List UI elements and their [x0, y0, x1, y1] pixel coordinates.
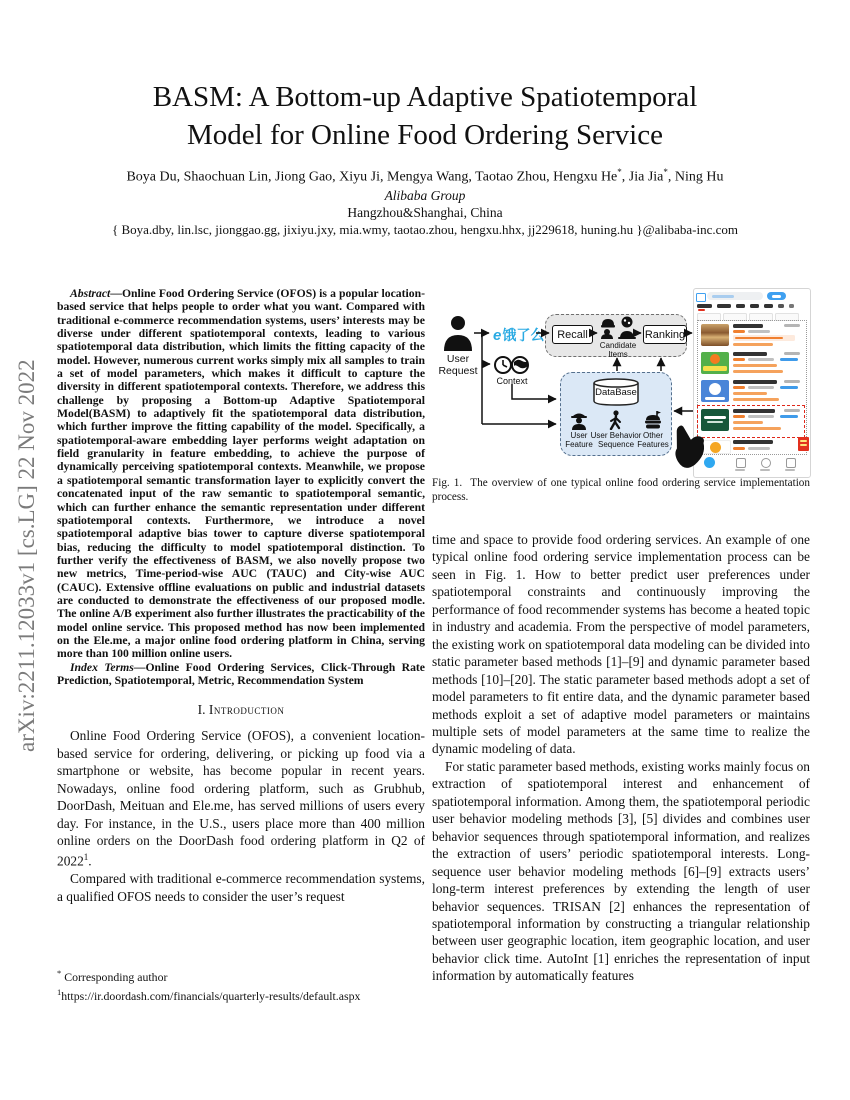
footnote-corresponding-author: * Corresponding author — [57, 968, 168, 984]
author-emails: { Boya.dby, lin.lsc, jionggao.gg, jixiyu.jxy, mia.wmy, taotao.zhou, hengxu.hhx, jj229618, huning.hu }@alibaba-inc.com — [112, 222, 738, 237]
context-label: Context — [496, 376, 528, 386]
database-label: DataBase — [595, 387, 637, 398]
orders-icon — [736, 458, 746, 468]
bottom-nav — [694, 456, 810, 474]
index-terms-text: Online Food Ordering Services, Click-Through Rate Prediction, Spatiotemporal, Metric, Recommendation System — [57, 660, 425, 687]
abstract-text: Online Food Ordering Service (OFOS) is a popular location-based service that helps people to order what you want. Compared with traditional e-commerce recommendation systems, users’ interests may be diverse under different spatiotemporal contexts, leading to various spatiotemporal data distribution, which limits the fitting capacity of the model. However, numerous current works simply mix all samples to train a set of model parameters, which makes it difficult to capture the diversity in different spatiotemporal contexts. Therefore, we address this challenge by proposing a Bottom-up Adaptive Spatiotemporal Model(BASM) to adaptively fit the spatiotemporal data distribution, which further improve the fitting capability of the model. Specifically, a spatiotemporal-aware embedding layer performs weight adaptation on field granularity in feature embedding, to achieve the purpose of dynamically perceiving spatiotemporal contexts. Meanwhile, we propose a spatiotemporal semantic transformation layer to explicitly convert the concatenated input of the raw semantic to spatiotemporal semantic, which can further enhance the semantic representation under different spatiotemporal contexts. Furthermore, we introduce a novel spatiotemporal adaptive bias tower to capture diverse spatiotemporal bias, reducing the difficulty to model spatiotemporal distinction. To further verify the effectiveness of BASM, we also novelly propose two new metrics, Time-period-wise AUC (TAUC) and City-wise AUC (CAUC). Extensive offline evaluations on public and industrial datasets are conducted to demonstrate the effectiveness of our proposed modle. The online A/B experiment also further illustrates the practicability of the model online service. This proposed method has now been implemented on the Ele.me, a major online food ordering platform in China, serving more than 100 million online users. — [57, 287, 425, 661]
user-feature-label: User Feature — [565, 431, 593, 449]
user-behavior-sequence-label: User Behavior Sequence — [590, 431, 642, 449]
corresponding-author-mark: * — [617, 167, 622, 177]
cart-icon — [761, 458, 771, 468]
restaurant-thumbnail — [701, 380, 729, 402]
paper-title-line2: Model for Online Food Ordering Service — [187, 119, 663, 151]
food-app-screenshot — [693, 288, 811, 478]
intro-paragraph-2: Compared with traditional e-commerce recommendation systems, a qualified OFOS needs to consider the user’s request — [57, 871, 425, 904]
doordash-link[interactable]: https://ir.doordash.com/financials/quarterly-results/default.aspx — [61, 989, 361, 1004]
other-features-label: Other Features — [637, 431, 669, 449]
corresponding-author-mark: * — [663, 167, 668, 177]
paper-title-line1: BASM: A Bottom-up Adaptive Spatiotemporal — [152, 81, 698, 113]
intro-paragraph-1: Online Food Ordering Service (OFOS), a convenient location-based service for ordering, delivering, or picking up food via a smartphone or website, has become popular in recent years. Nowadays, online food ordering platform, such as Grubhub, DoorDash, Meituan and Ele.me, has served millions of users every day. For instance, in the U.S., users place more than 400 million online orders on the DoorDash food ordering platform in Q2 of 2022$^1$. — [57, 728, 425, 869]
figure-1-caption: Fig. 1. The overview of one typical online food ordering service implementation process. — [432, 477, 810, 503]
section-heading-introduction: I. Introduction — [197, 702, 285, 718]
restaurant-list — [697, 320, 807, 455]
right-column — [432, 531, 810, 985]
search-input — [707, 292, 763, 300]
recall-box: Recall — [552, 325, 593, 344]
paper-title — [0, 78, 850, 154]
restaurant-thumbnail — [701, 352, 729, 374]
footnote-doordash-url: $^1$https://ir.doordash.com/financials/quarterly-results/default.aspx — [57, 987, 361, 1004]
restaurant-card — [700, 351, 802, 377]
footnotes — [57, 966, 425, 1005]
eleme-logo: e饿了么 — [493, 327, 545, 344]
abstract-lead: Abstract — [70, 287, 111, 300]
search-button — [767, 292, 786, 300]
figure-1-diagram — [432, 287, 810, 479]
promo-badge — [798, 437, 809, 451]
scan-icon — [696, 293, 706, 302]
restaurant-thumbnail — [701, 324, 729, 346]
arxiv-id-strip: arXiv:2211.12033v1 [cs.LG] 22 Nov 2022 — [14, 359, 39, 752]
user-request-label: User Request — [438, 353, 478, 377]
affiliation: Alibaba Group — [384, 188, 466, 203]
hand-pointer-icon — [668, 421, 708, 473]
left-column — [57, 287, 425, 905]
footnote-ref-1: 1 — [83, 852, 89, 863]
restaurant-card — [700, 323, 802, 349]
restaurant-card — [700, 439, 802, 453]
right-paragraph-1: time and space to provide food ordering services. An example of one typical online food ordering service implementation process can be seen in Fig. 1. How to better predict user preferences under spatiotemporal constraints and continuously improving the performance of food recommender systems has become a heated topic in industry and academia. From the perspective of model parameters, the existing work on spatiotemporal data modeling can be divided into static parameter based methods [1]–[9] and dynamic parameter based methods [10]–[20]. The static parameter based methods adopt a set of model parameters to fit entire data, and the dynamic parameter based methods exploit a set of adaptive model parameters or maintains multiple sets of model parameters at the same time to realize the dynamic modeling of data. — [432, 532, 810, 757]
affiliation-location: Hangzhou&Shanghai, China — [347, 205, 503, 220]
profile-icon — [786, 458, 796, 468]
author-list: Boya Du, Shaochuan Lin, Jiong Gao, Xiyu Ji, Mengya Wang, Taotao Zhou, Hengxu He*, Jia Jia*, Ning Hu — [126, 167, 724, 185]
abstract: Abstract—Online Food Ordering Service (OFOS) is a popular location-based service that helps people to order what you want. Compared with traditional e-commerce recommendation systems, users’ interests may be diverse under different spatiotemporal contexts, leading to various spatiotemporal data distribution, which limits the fitting capacity of the model. However, numerous current works simply mix all samples to train a set of model parameters, which makes it difficult to capture the diversity in different spatiotemporal contexts. Therefore, we address this challenge by proposing a Bottom-up Adaptive Spatiotemporal Model(BASM) to adaptively fit the spatiotemporal data distribution, which further improve the fitting capability of the model. Specifically, a spatiotemporal-aware embedding layer performs weight adaptation on field granularity in feature embedding, to achieve the purpose of dynamically perceiving spatiotemporal contexts. Meanwhile, we propose a spatiotemporal semantic transformation layer to explicitly convert the concatenated input of the raw semantic to spatiotemporal semantic, which can further enhance the semantic representation under different spatiotemporal contexts. Furthermore, we introduce a novel spatiotemporal adaptive bias tower to capture diverse spatiotemporal bias, reducing the difficulty to model spatiotemporal distinction. To further verify the effectiveness of BASM, we also novelly propose two new metrics, Time-period-wise AUC (TAUC) and City-wise AUC (CAUC). Extensive offline evaluations on public and industrial datasets are conducted to demonstrate the effectiveness of our proposed modle. The online A/B experiment also further illustrates the practicability of the model online service. This proposed method has now been implemented on the Ele.me, a major online food ordering platform in China, serving more than 100 million online users. Index Terms—Online Food Ordering Services, Click-Through Rate Prediction, Spatiotemporal, Metric, Recommendation System — [57, 287, 425, 687]
ranking-box: Ranking — [643, 325, 687, 344]
candidate-items-label: Candidate Items — [599, 341, 637, 359]
right-paragraph-2: For static parameter based methods, existing works mainly focus on extraction of spatiotemporal interest and enhancement of spatiotemporal information. Among them, the spatiotemporal periodic user behavior modeling methods [3], [5] divides and combines user behavior sequences through spatiotemporal information, and realizes the extraction of users’ periodic spatiotemporal interests. Long-sequence user behavior modeling methods [6]–[9] extracts users’ long-term interest preferences by extending the length of user behavior sequences. TRISAN [2] enhances the representation of spatiotemporal information by constructing a triangular relationship between user geographic location, item geographic location, and user behavior click time. AutoInt [1] enriches the representation of input information by automatically features — [432, 758, 810, 984]
selected-item-highlight — [697, 405, 805, 438]
index-terms-lead: Index Terms — [70, 660, 134, 674]
restaurant-card — [700, 379, 802, 405]
